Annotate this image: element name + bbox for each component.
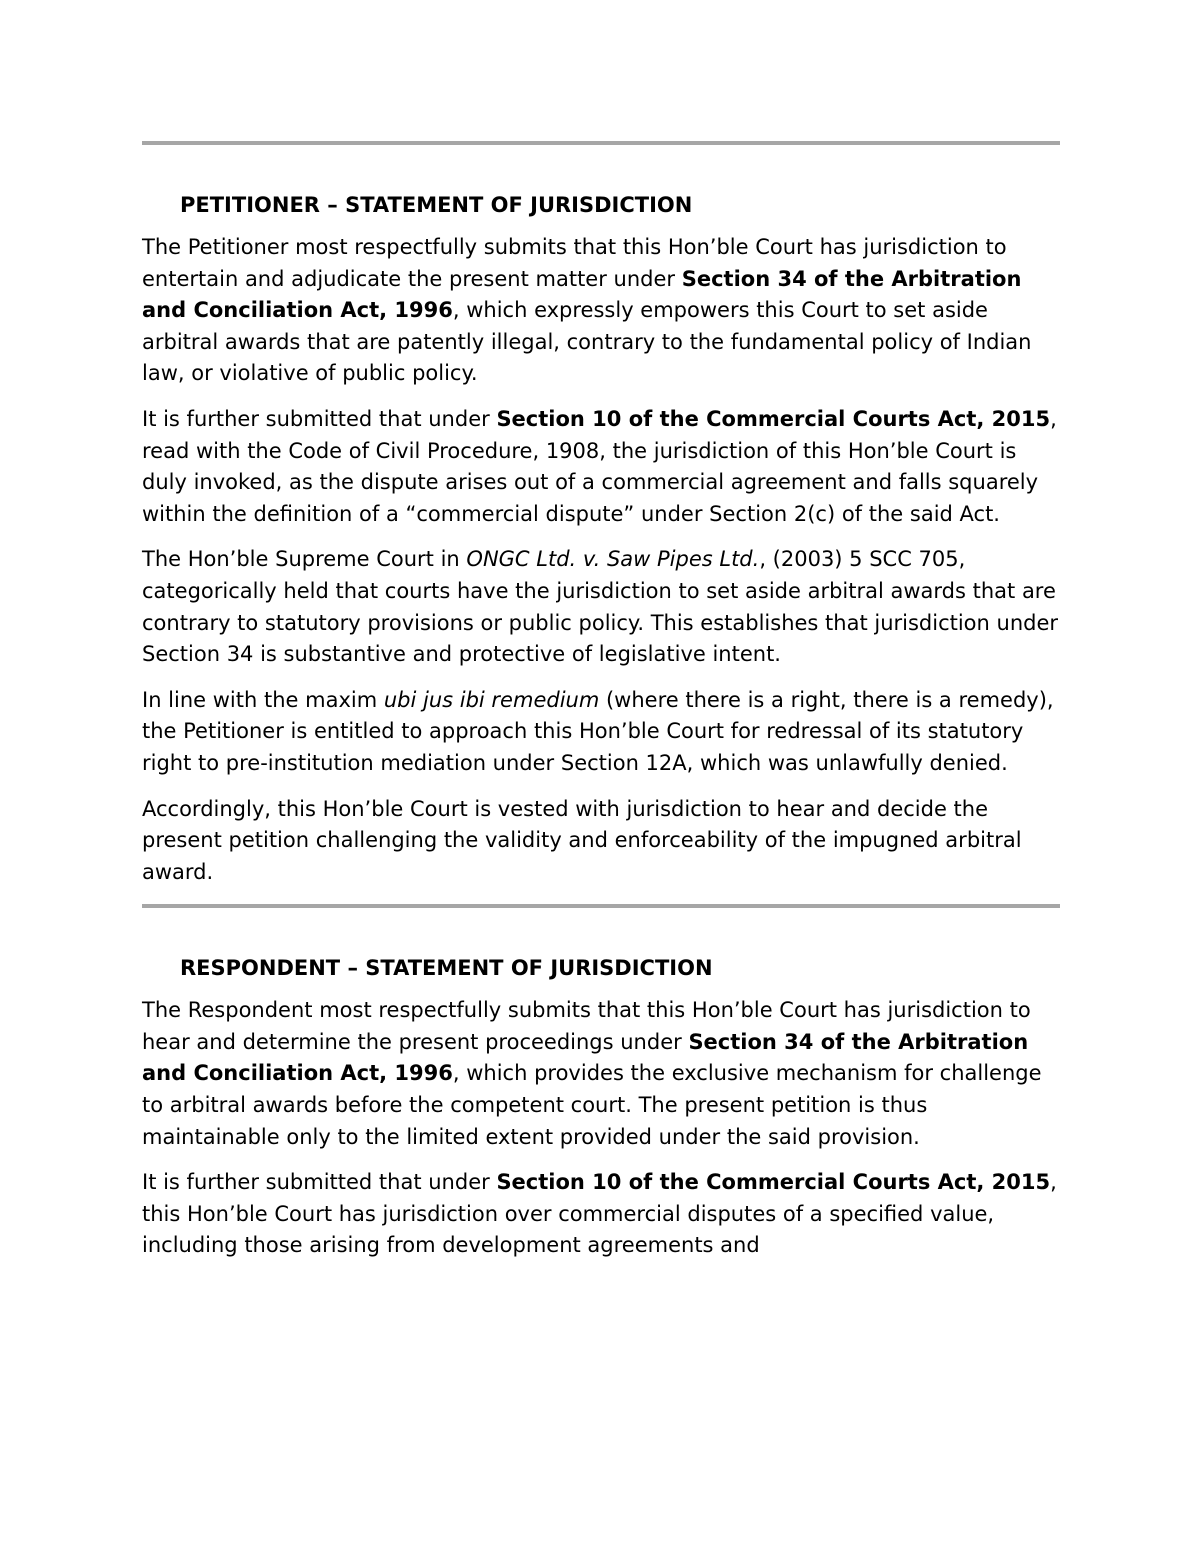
petitioner-paragraph-2: It is further submitted that under Section 10 of the Commercial Courts Act, 2015, read with the Code of Civil Procedure, 1908, the jurisdiction of this Hon’ble Court is duly invoked, as the dispute arises out of a commercial agreement and falls squarely within the definition of a “commercial dispute” under Section 2(c) of the said Act. bbox=[142, 406, 1057, 526]
horizontal-rule bbox=[142, 904, 1060, 908]
horizontal-rule bbox=[142, 141, 1060, 145]
document-page bbox=[142, 141, 1060, 1262]
respondent-paragraph-1: The Respondent most respectfully submits that this Hon’ble Court has jurisdiction to hear and determine the present proceedings under Section 34 of the Arbitration and Conciliation Act, 1996, which provides the exclusive mechanism for challenge to arbitral awards before the competent court. The present petition is thus maintainable only to the limited extent provided under the said provision. bbox=[142, 998, 1042, 1149]
petitioner-heading: PETITIONER – STATEMENT OF JURISDICTION bbox=[180, 193, 693, 217]
petitioner-paragraph-1: The Petitioner most respectfully submits that this Hon’ble Court has jurisdiction to entertain and adjudicate the present matter under Section 34 of the Arbitration and Conciliation Act, 1996, which expressly empowers this Court to set aside arbitral awards that are patently illegal, contrary to the fundamental policy of Indian law, or violative of public policy. bbox=[142, 235, 1032, 386]
petitioner-paragraph-4: In line with the maxim ubi jus ibi remedium (where there is a right, there is a remedy), the Petitioner is entitled to approach this Hon’ble Court for redressal of its statutory right to pre-institution mediation under Section 12A, which was unlawfully denied. bbox=[142, 687, 1054, 775]
petitioner-paragraph-5: Accordingly, this Hon’ble Court is vested with jurisdiction to hear and decide the present petition challenging the validity and enforceability of the impugned arbitral award. bbox=[142, 796, 1022, 884]
petitioner-paragraph-3: The Hon’ble Supreme Court in ONGC Ltd. v. Saw Pipes Ltd., (2003) 5 SCC 705, categorically held that courts have the jurisdiction to set aside arbitral awards that are contrary to statutory provisions or public policy. This establishes that jurisdiction under Section 34 is substantive and protective of legislative intent. bbox=[142, 547, 1059, 667]
respondent-paragraph-2: It is further submitted that under Section 10 of the Commercial Courts Act, 2015, this Hon’ble Court has jurisdiction over commercial disputes of a specified value, including those arising from development agreements and bbox=[142, 1170, 1057, 1258]
respondent-heading: RESPONDENT – STATEMENT OF JURISDICTION bbox=[180, 956, 713, 981]
